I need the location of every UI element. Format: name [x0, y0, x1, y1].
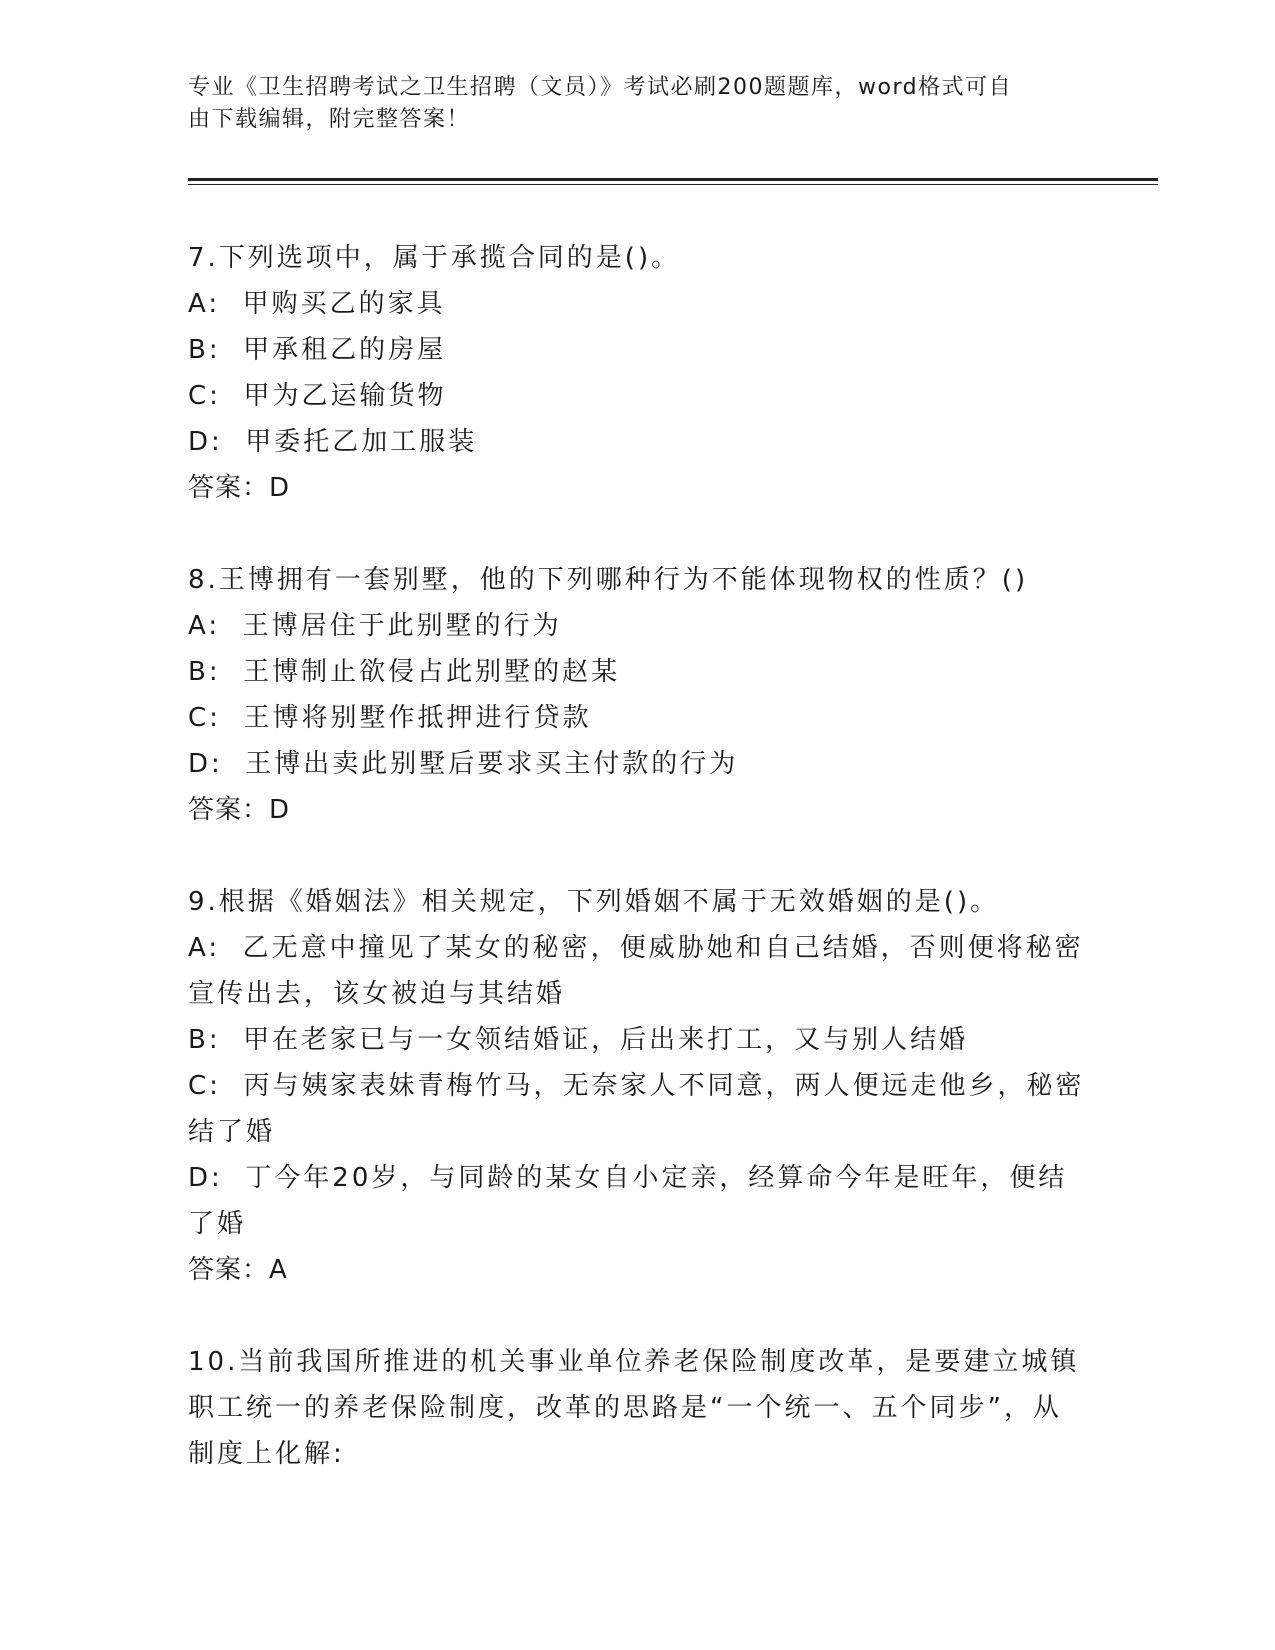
- question-item: [188, 1339, 1088, 1477]
- question-option: D: 甲委托乙加工服装: [188, 427, 478, 457]
- question-list: [188, 235, 1088, 1523]
- question-option: D: 丁今年20岁，与同龄的某女自小定亲，经算命今年是旺年，便结了婚: [188, 1163, 1068, 1239]
- question-option: A: 甲购买乙的家具: [188, 289, 446, 319]
- document-header: [188, 72, 1068, 136]
- question-stem: 10.当前我国所推进的机关事业单位养老保险制度改革，是要建立城镇职工统一的养老保险制度，改革的思路是“一个统一、五个同步”，从制度上化解:: [188, 1347, 1080, 1469]
- header-line-1: 专业《卫生招聘考试之卫生招聘（文员）》考试必刷200题题库，word格式可自: [188, 75, 1013, 100]
- header-divider-thin: [188, 184, 1158, 185]
- question-option: C: 王博将别墅作抵押进行贷款: [188, 703, 592, 733]
- question-option: C: 丙与姨家表妹青梅竹马，无奈家人不同意，两人便远走他乡，秘密结了婚: [188, 1071, 1085, 1147]
- question-item: [188, 235, 1088, 511]
- question-answer: 答案：A: [188, 1255, 288, 1285]
- question-item: [188, 557, 1088, 833]
- question-stem: 7.下列选项中，属于承揽合同的是()。: [188, 243, 681, 273]
- question-option: B: 甲在老家已与一女领结婚证，后出来打工，又与别人结婚: [188, 1025, 969, 1055]
- question-answer: 答案：D: [188, 795, 291, 825]
- question-option: B: 王博制止欲侵占此别墅的赵某: [188, 657, 621, 687]
- question-answer: 答案：D: [188, 473, 291, 503]
- header-line-2: 由下载编辑，附完整答案！: [188, 107, 471, 132]
- question-stem: 9.根据《婚姻法》相关规定，下列婚姻不属于无效婚姻的是()。: [188, 887, 1000, 917]
- question-stem: 8.王博拥有一套别墅，他的下列哪种行为不能体现物权的性质？(): [188, 565, 1029, 595]
- question-item: [188, 879, 1088, 1293]
- question-option: A: 王博居住于此别墅的行为: [188, 611, 562, 641]
- header-divider-thick: [188, 178, 1158, 181]
- question-option: B: 甲承租乙的房屋: [188, 335, 447, 365]
- question-option: C: 甲为乙运输货物: [188, 381, 447, 411]
- question-option: D: 王博出卖此别墅后要求买主付款的行为: [188, 749, 739, 779]
- question-option: A: 乙无意中撞见了某女的秘密，便威胁她和自己结婚，否则便将秘密宣传出去，该女被迫与其结婚: [188, 933, 1084, 1009]
